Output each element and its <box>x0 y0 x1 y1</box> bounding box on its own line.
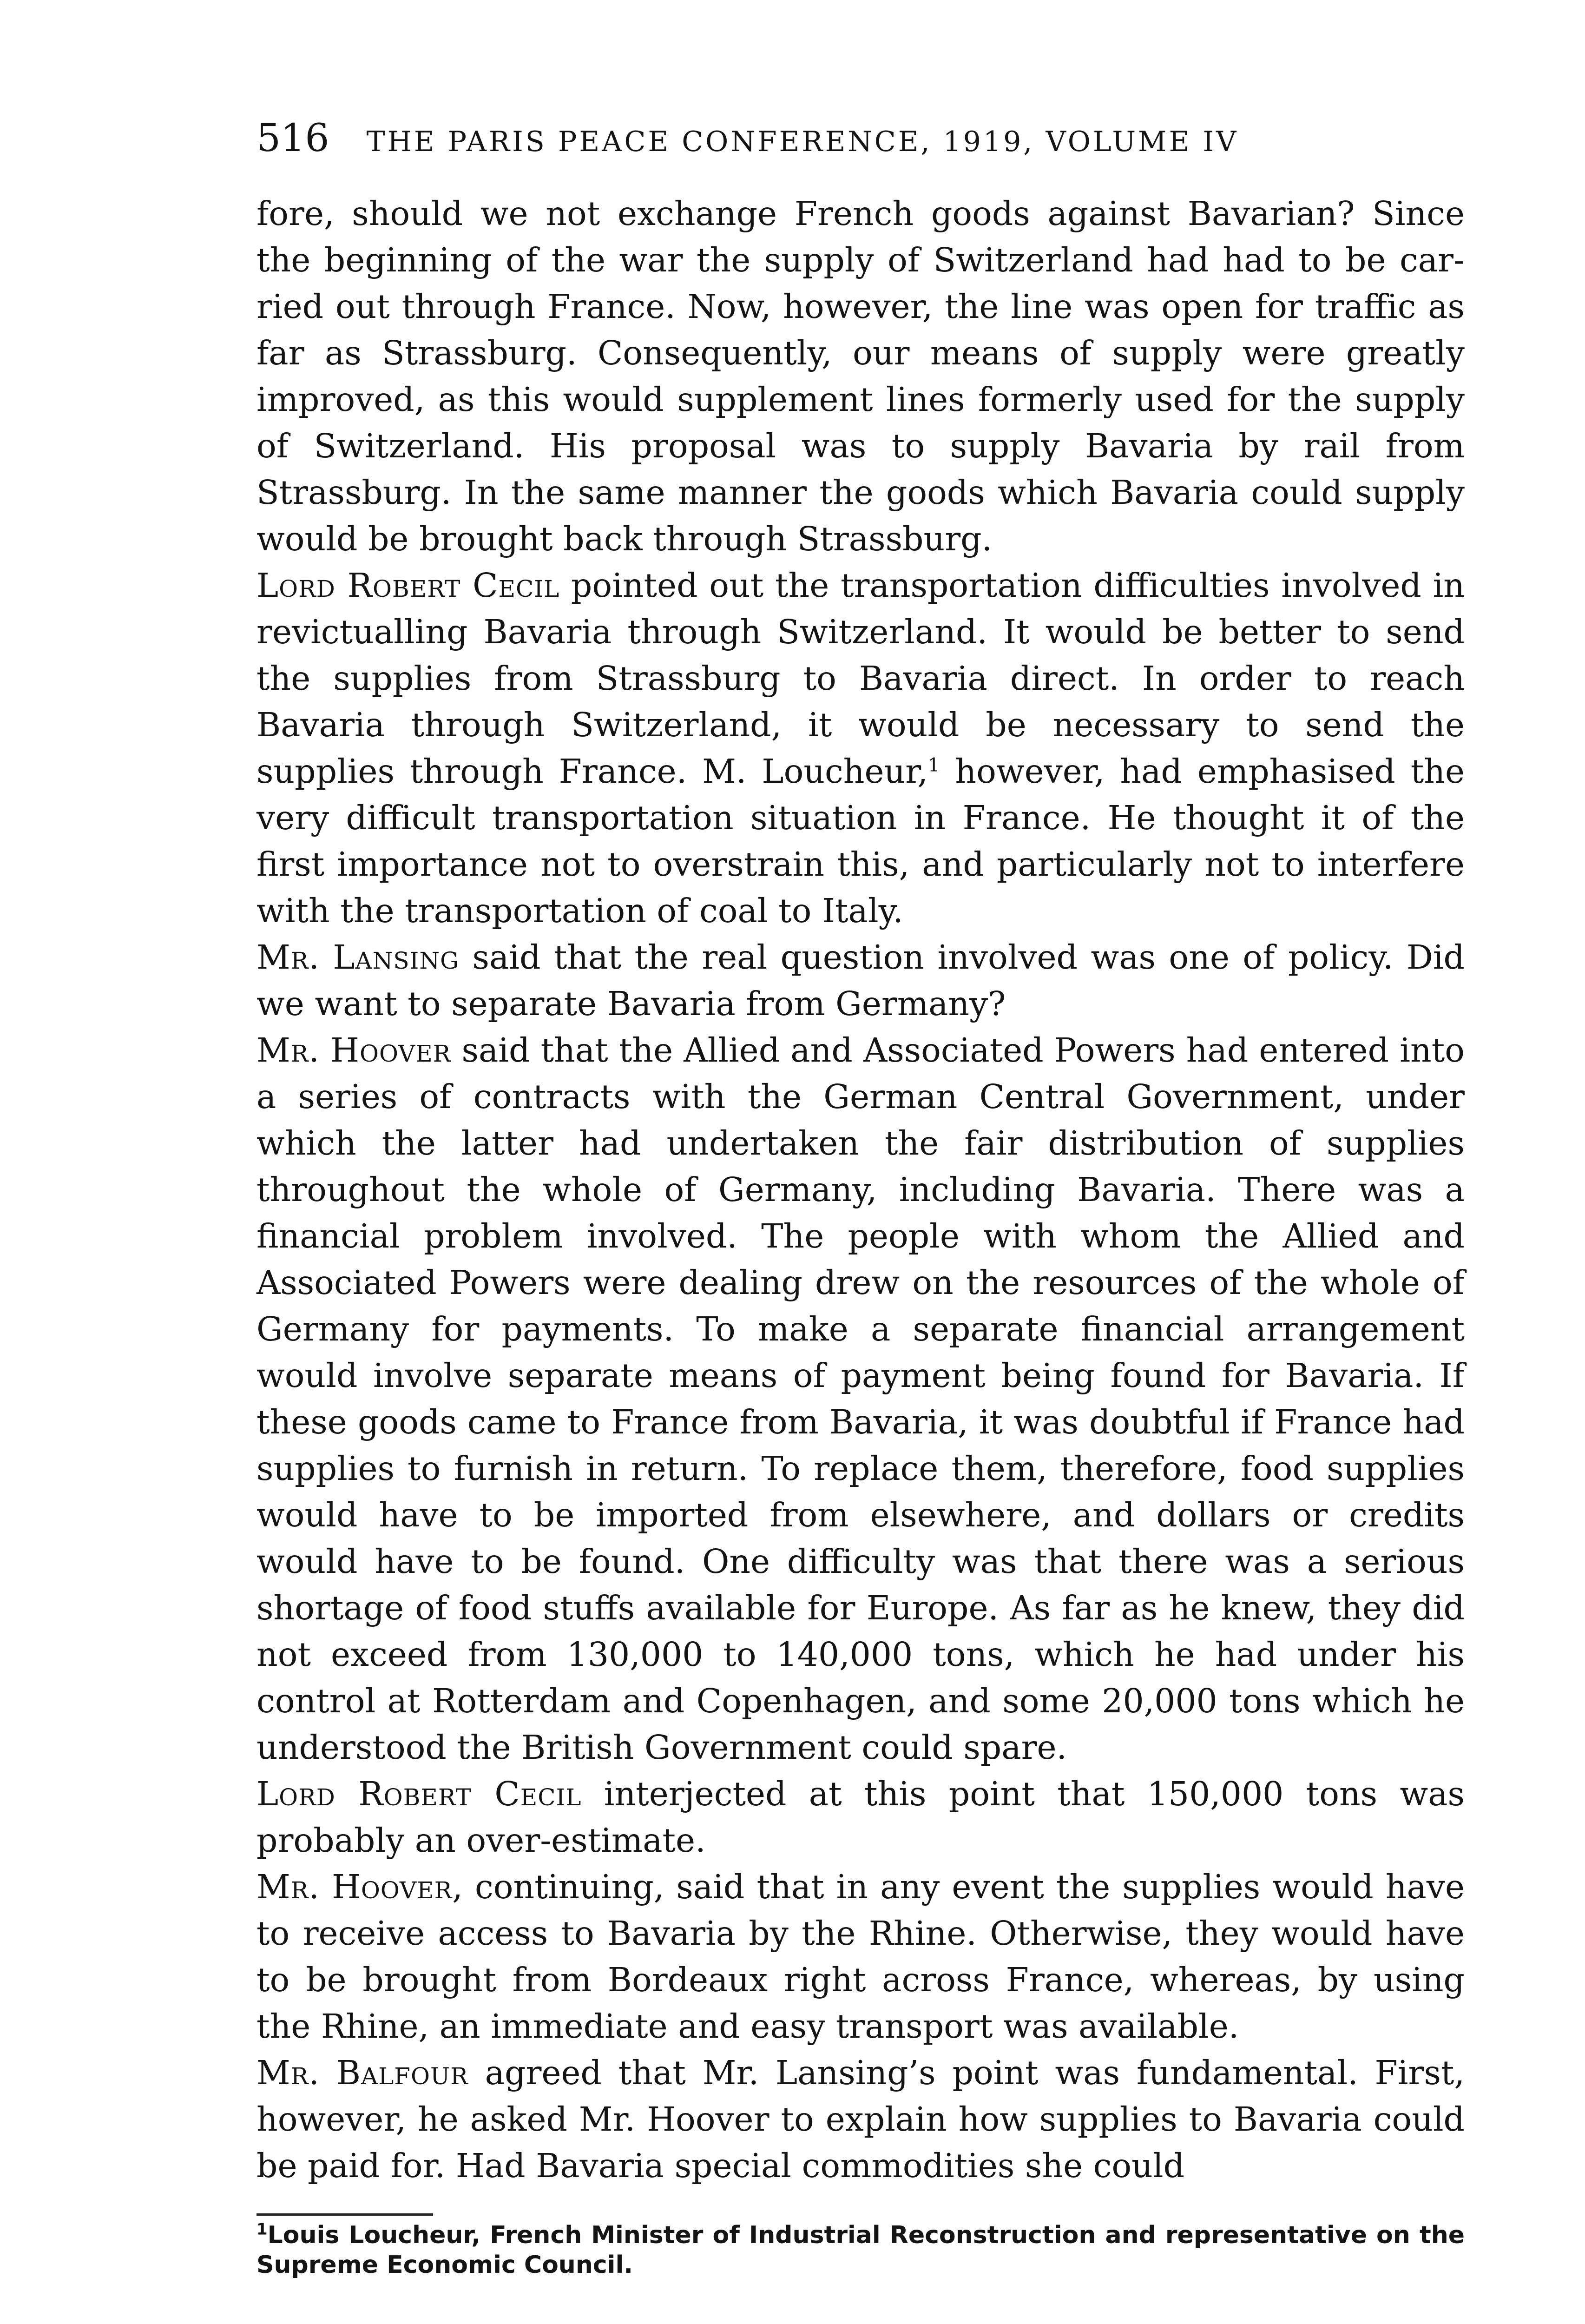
page-number: 516 <box>256 116 329 160</box>
paragraph-text: pointed out the transportation difficulties involved in revictualling Bavaria through Switzerland. It would be better to send the supplies from Strassburg to Bavaria direct. In order to reach Bavaria through Switzerland, it would be necessary to send the supplies through France. M. Loucheur, <box>256 566 1465 791</box>
paragraph-text: said that the Allied and Associated Powers had entered into a series of contracts with the German Central Government, under which the latter had undertaken the fair distribution of supplies throughout the whole of Germany, including Bavaria. There was a financial problem involved. The people with whom the Allied and Associated Powers were dealing drew on the resources of the whole of Germany for payments. To make a separate financial arrangement would involve separate means of payment being found for Bavaria. If these goods came to France from Bavaria, it was doubtful if France had supplies to furnish in return. To replace them, therefore, food supplies would have to be imported from elsewhere, and dollars or credits would have to be found. One difficulty was that there was a serious shortage of food stuffs available for Europe. As far as he knew, they did not exceed from 130,000 to 140,000 tons, which he had under his control at Rotterdam and Copenhagen, and some 20,000 tons which he understood the British Government could spare. <box>256 1031 1465 1767</box>
paragraph <box>256 1027 1465 1771</box>
running-head-title: THE PARIS PEACE CONFERENCE, 1919, VOLUME IV <box>366 125 1239 158</box>
speaker-name: Balfour <box>336 2053 468 2092</box>
speaker-name: Lord Robert Cecil <box>256 566 560 605</box>
paragraph <box>256 1771 1465 1864</box>
document-page <box>256 116 1465 2280</box>
paragraph-text: , continuing, said that in any event the supplies would have to receive access to Bavaria by the Rhine. Otherwise, they would have to be brought from Bordeaux right across France, whereas, by using the Rhine, an immediate and easy transport was available. <box>256 1868 1465 2046</box>
paragraph <box>256 191 1465 562</box>
paragraph-text: interjected at this point that 150,000 tons was probably an over-estimate. <box>256 1775 1465 1860</box>
speaker-title: Mr. <box>256 1868 320 1906</box>
speaker-name: Lord Robert Cecil <box>256 1775 582 1813</box>
paragraph <box>256 1864 1465 2050</box>
footnote <box>256 2220 1465 2280</box>
paragraph <box>256 562 1465 934</box>
paragraph <box>256 934 1465 1027</box>
speaker-title: Mr. <box>256 1031 320 1070</box>
footnote-marker: 1 <box>256 2220 268 2239</box>
speaker-title: Mr. <box>256 2053 320 2092</box>
body-text <box>256 191 1465 2189</box>
paragraph-text: said that the real question involved was one of policy. Did we want to separate Bavaria from Germany? <box>256 938 1465 1023</box>
paragraph-text: agreed that Mr. Lansing’s point was fundamental. First, however, he asked Mr. Hoover to explain how supplies to Bavaria could be paid for. Had Bavaria special commodities she could <box>256 2053 1465 2185</box>
footnote-divider <box>256 2213 433 2216</box>
paragraph <box>256 2050 1465 2189</box>
footnote-text: Louis Loucheur, French Minister of Industrial Reconstruction and representative on the Supreme Economic Council. <box>256 2221 1465 2279</box>
paragraph-text: however, had emphasised the very difficult transportation situation in France. He thought it of the first importance not to overstrain this, and particularly not to interfere with the transportation of coal to Italy. <box>256 752 1465 930</box>
speaker-name: Hoover <box>330 1031 451 1070</box>
running-head <box>256 116 1465 172</box>
paragraph-text: fore, should we not exchange French goods against Bavarian? Since the beginning of the war the supply of Switzerland had had to be carried out through France. Now, however, the line was open for traffic as far as Strassburg. Consequently, our means of supply were greatly improved, as this would supplement lines formerly used for the supply of Switzerland. His proposal was to supply Bavaria by rail from Strassburg. In the same manner the goods which Bavaria could supply would be brought back through Strassburg. <box>256 194 1465 558</box>
speaker-name: Lansing <box>333 938 460 977</box>
speaker-name: Hoover <box>332 1868 453 1906</box>
footnote-reference: 1 <box>928 754 940 776</box>
speaker-title: Mr. <box>256 938 320 977</box>
